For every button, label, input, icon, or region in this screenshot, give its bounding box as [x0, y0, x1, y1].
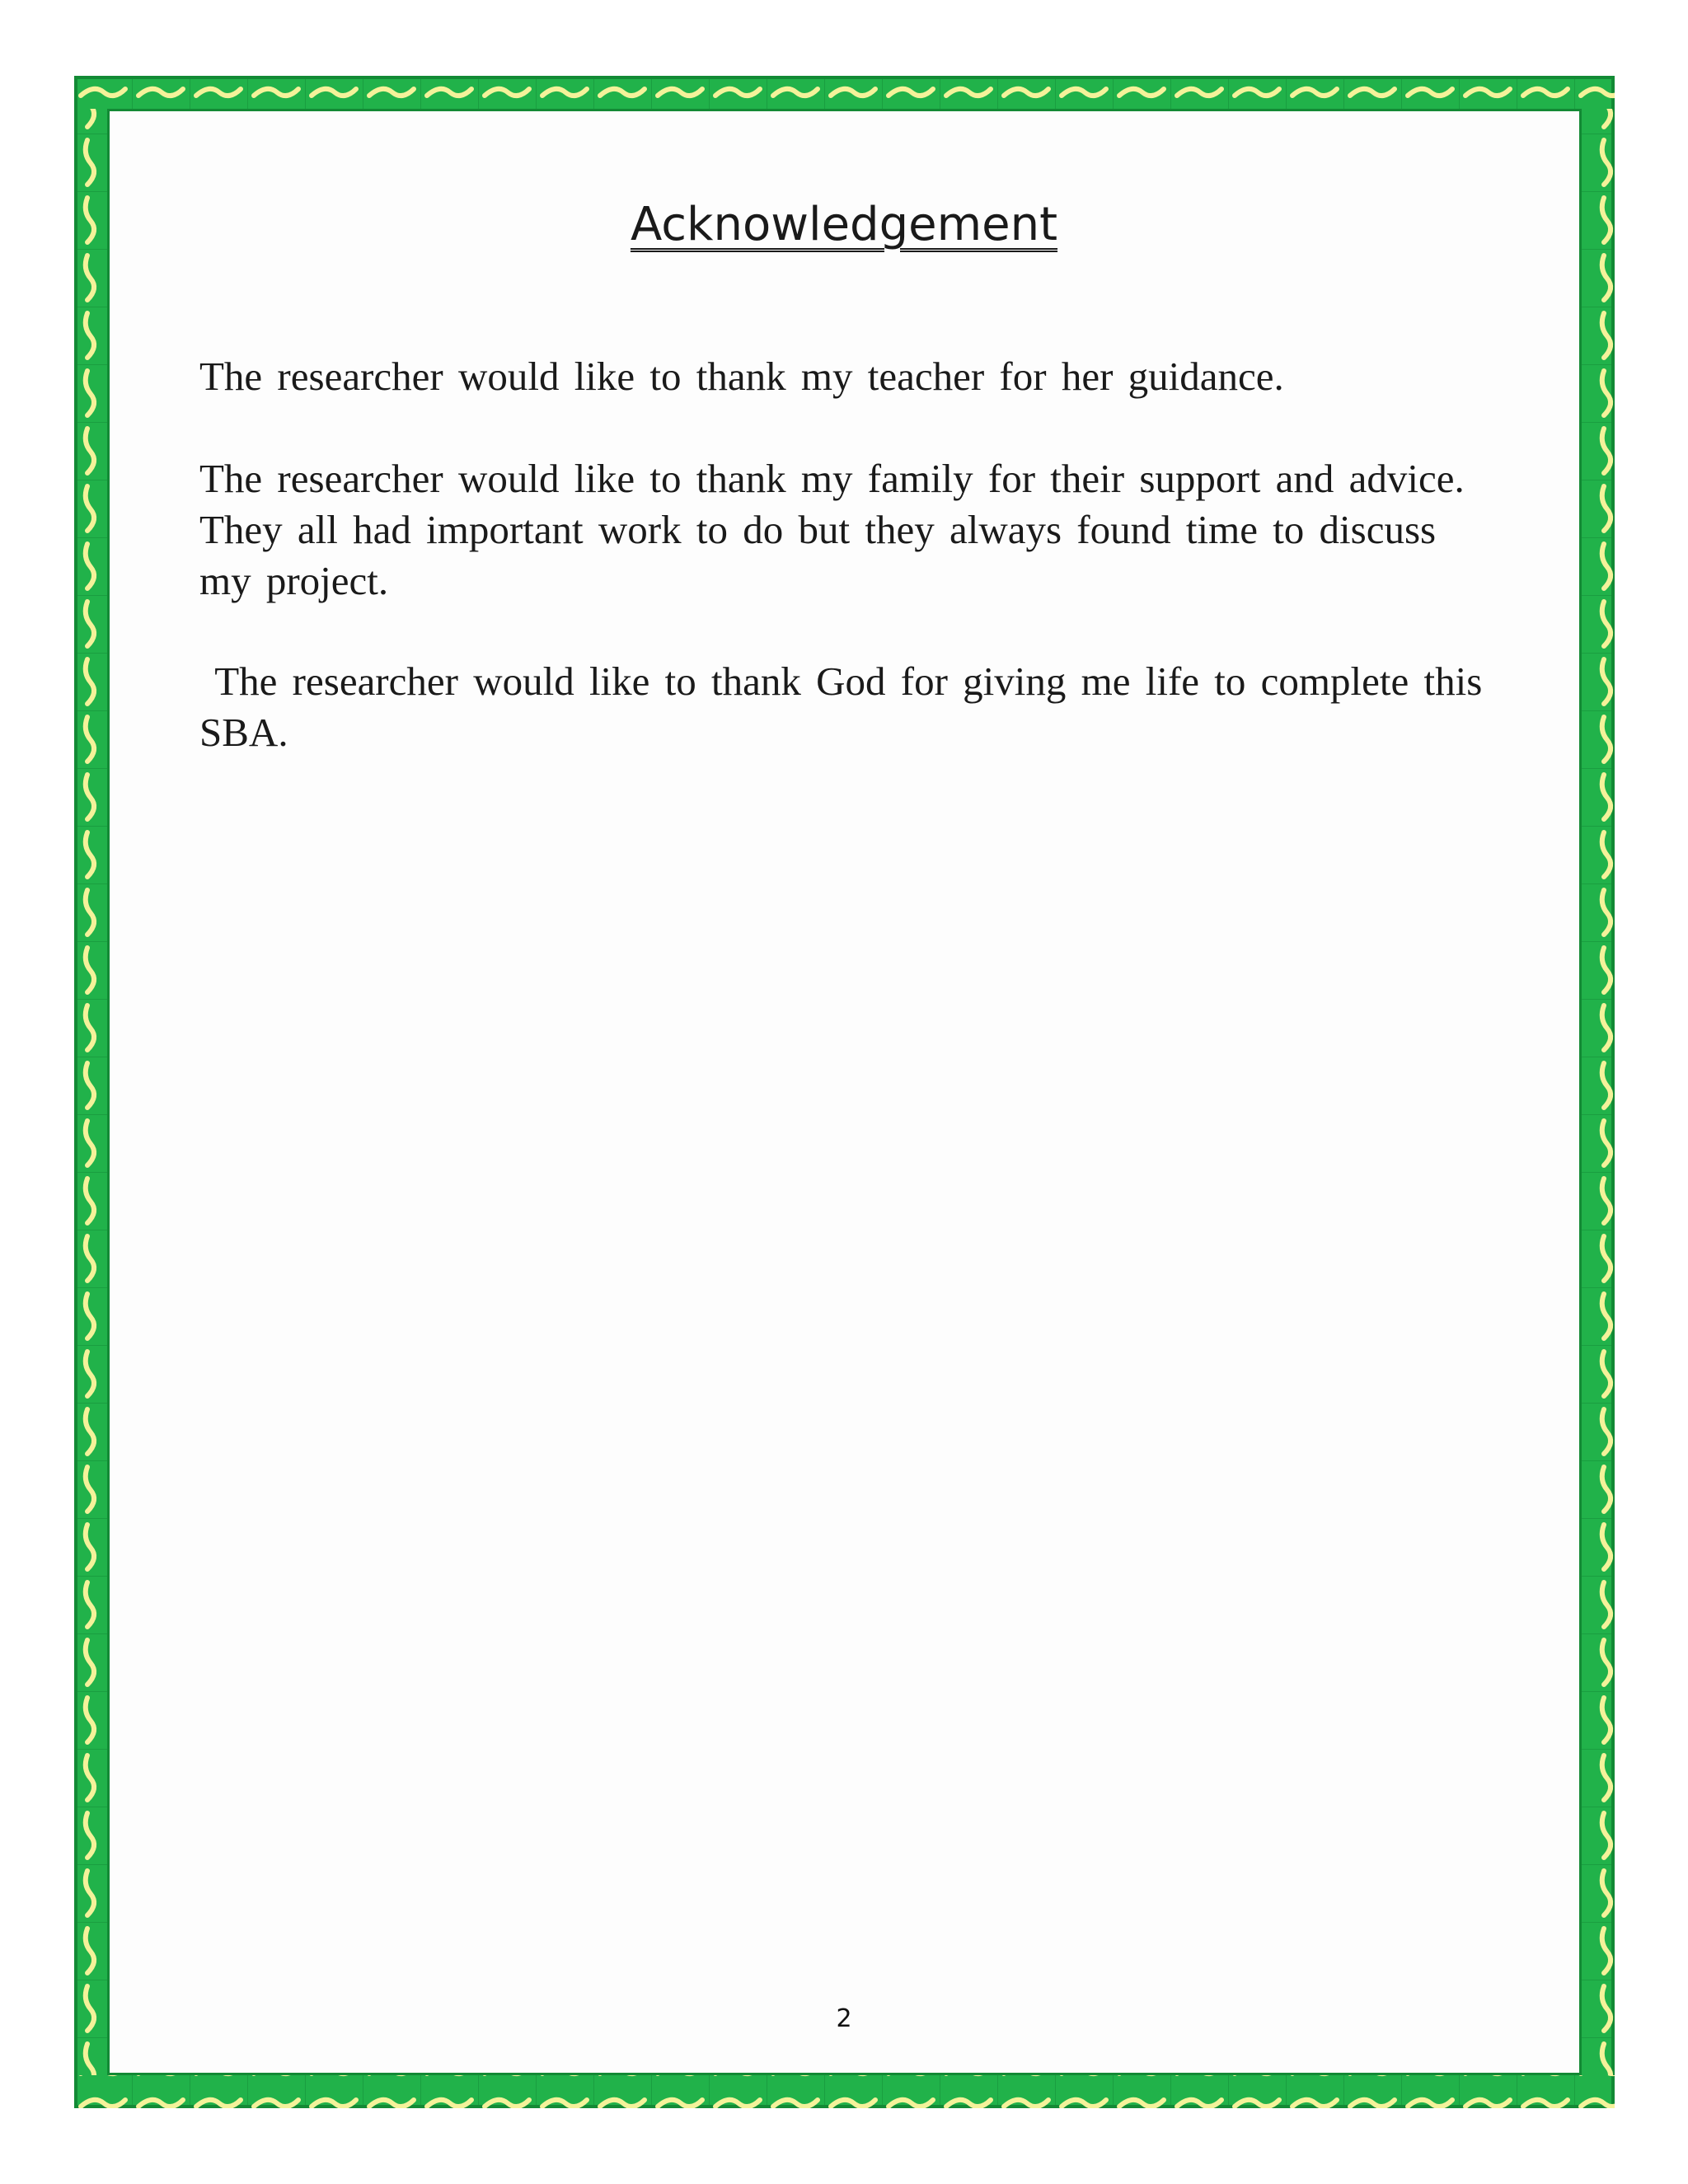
paragraph-god: The researcher would like to thank God for giving me life to complete this SBA.	[199, 658, 1498, 755]
page-title-text: Acknowledgement	[630, 198, 1058, 251]
page-title	[0, 198, 1688, 251]
paragraph-teacher: The researcher would like to thank my teacher for her guidance.	[199, 354, 1284, 399]
page-number: 2	[836, 2004, 852, 2033]
paragraph-family: The researcher would like to thank my family for their support and advice. They all had important work to do but they always found time to discuss my project.	[199, 456, 1465, 603]
